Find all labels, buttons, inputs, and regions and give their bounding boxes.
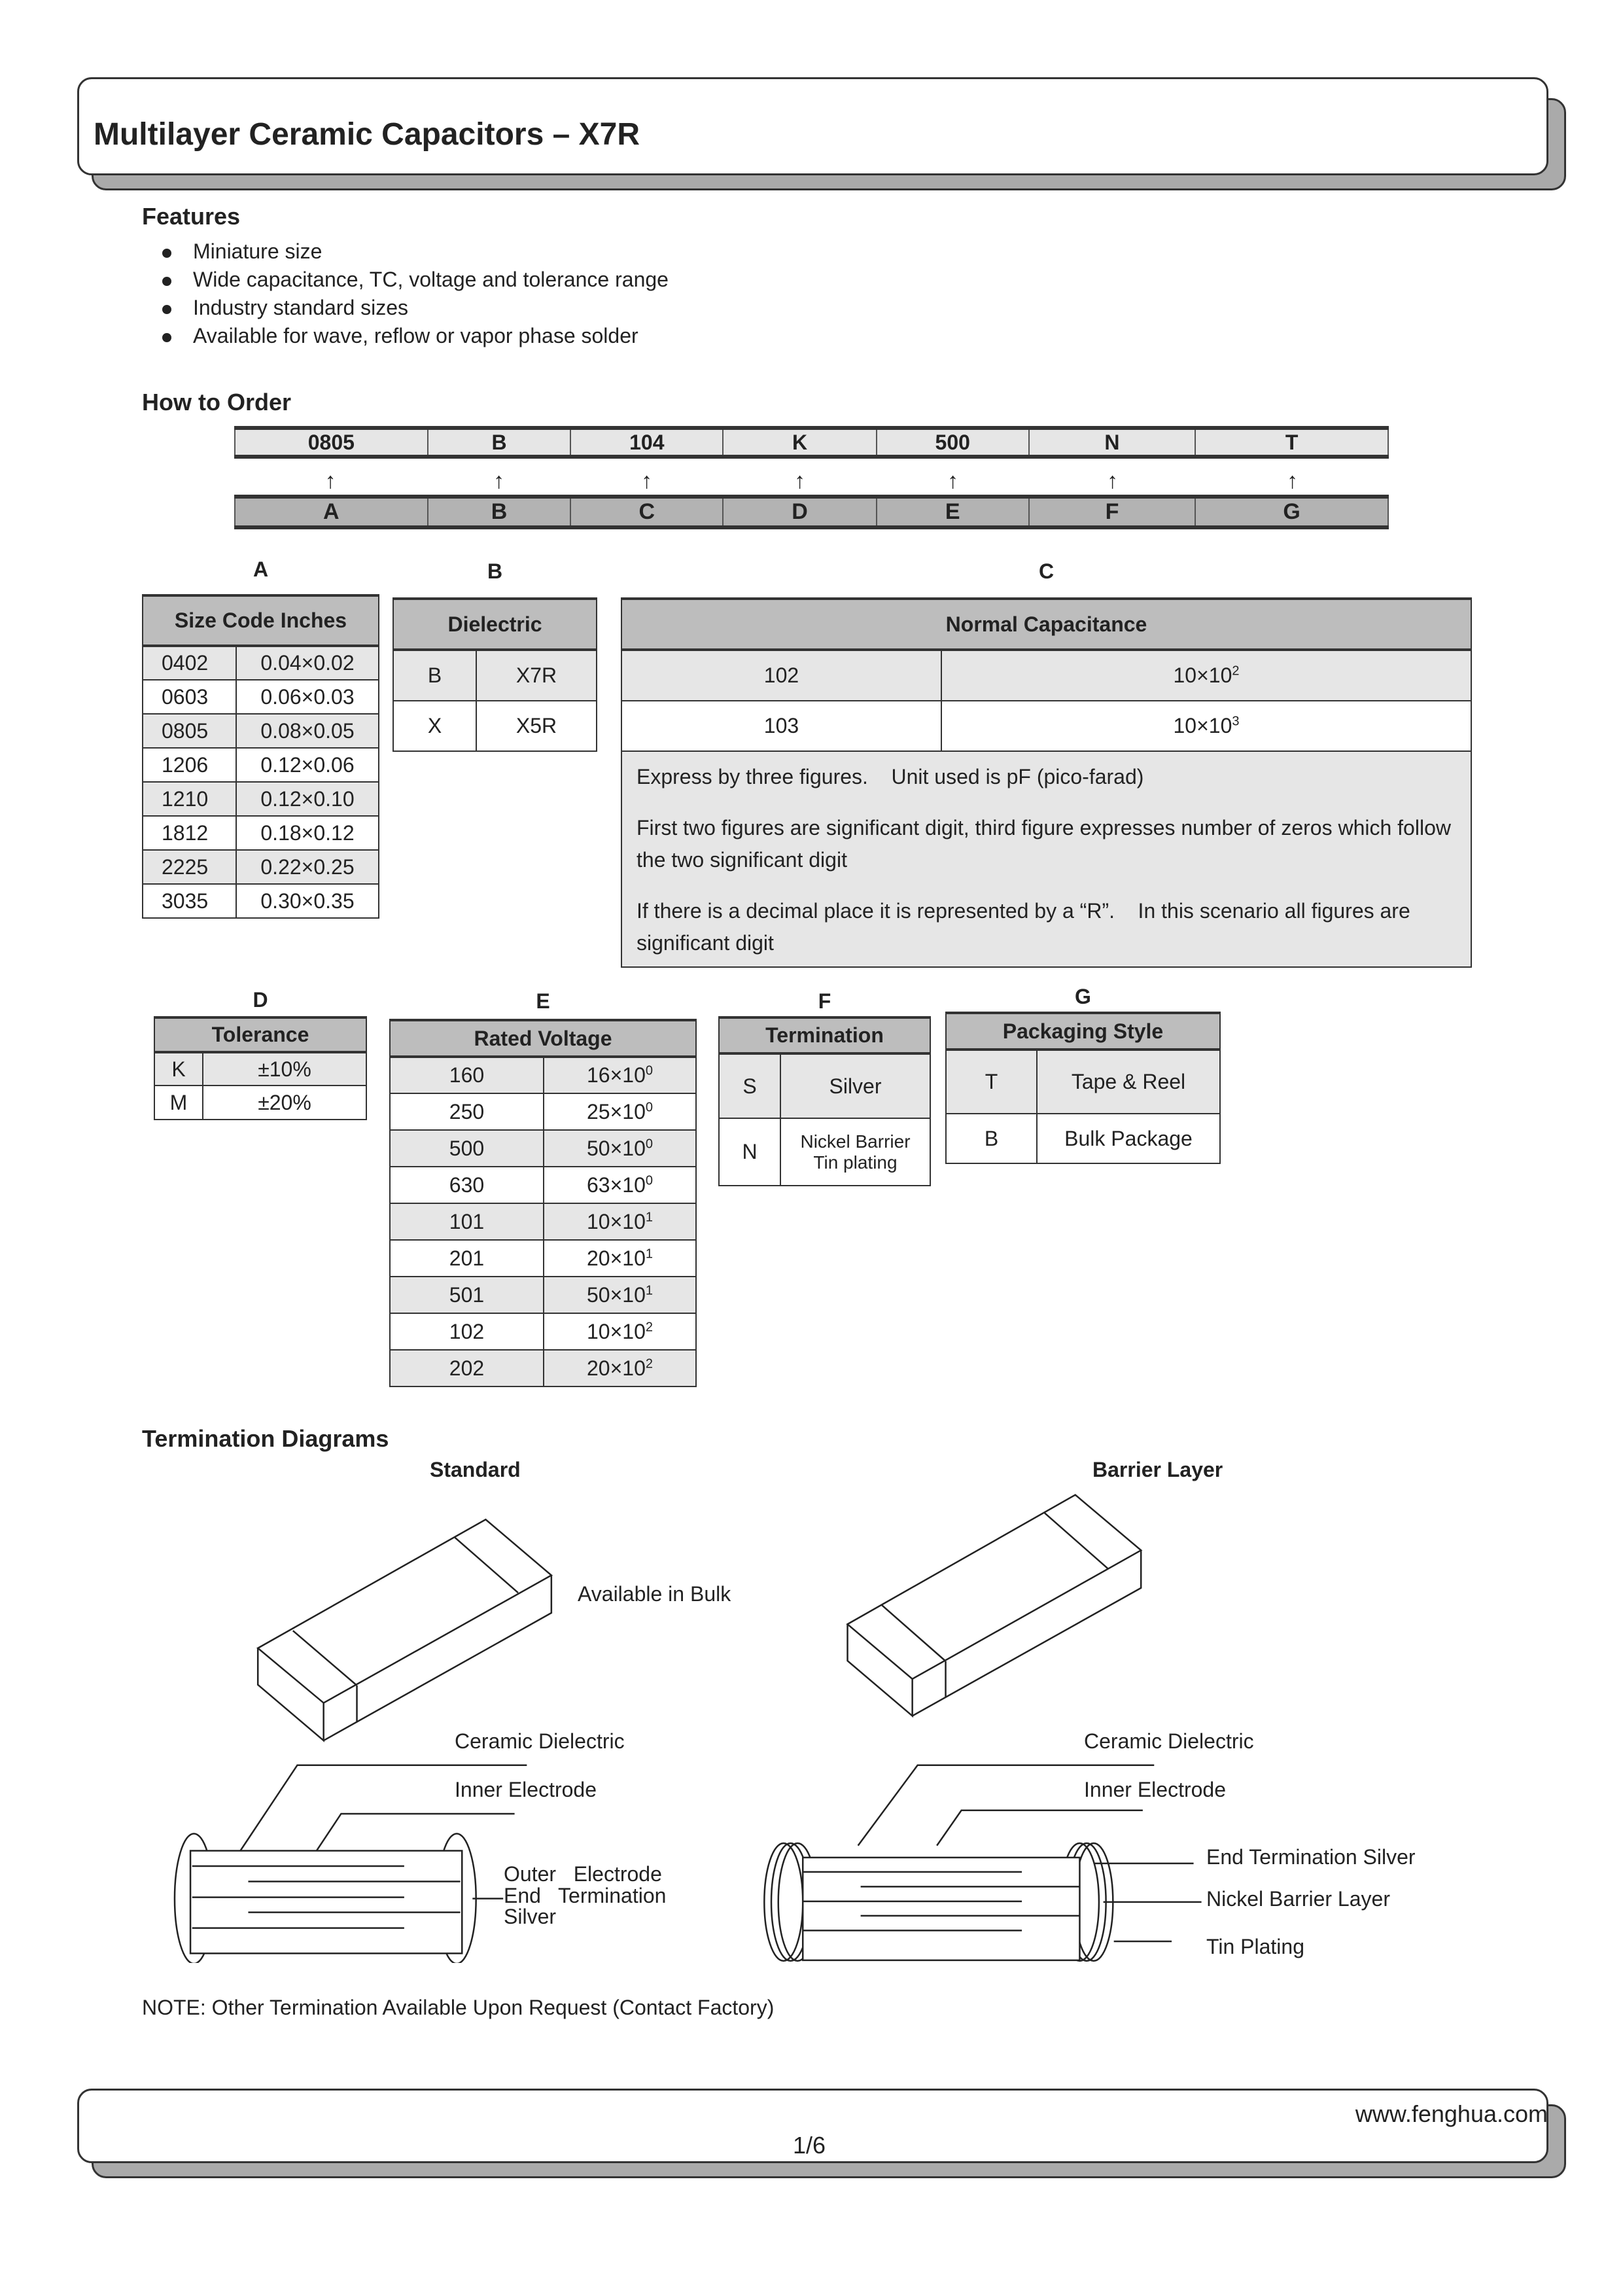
value-exponent: 1: [645, 1246, 653, 1261]
cell-value: [236, 748, 379, 782]
order-letter: C: [570, 497, 723, 527]
feature-text: Industry standard sizes: [193, 296, 409, 319]
order-code-row: [234, 426, 1389, 459]
cell-value: [544, 1203, 696, 1240]
table-b-label: B: [487, 559, 503, 583]
cell-code: 0805: [143, 714, 236, 748]
outer-electrode-label: Outer Electrode: [504, 1862, 662, 1886]
cell-code: 1206: [143, 748, 236, 782]
table-row: [143, 748, 379, 782]
value-exponent: 3: [1232, 714, 1240, 729]
table-a-label: A: [253, 557, 269, 581]
value-base: 25×10: [587, 1099, 646, 1123]
cell-value: [544, 1350, 696, 1386]
nickel-barrier-layer-label: Nickel Barrier Layer: [1206, 1887, 1390, 1911]
cell-value: [236, 816, 379, 850]
value-exponent: 0: [645, 1136, 653, 1151]
value-base: 10×10: [1173, 714, 1232, 737]
cell-code: K: [154, 1052, 203, 1086]
order-code: 500: [877, 428, 1029, 457]
cell-value: [544, 1240, 696, 1277]
value-exponent: 0: [645, 1099, 653, 1114]
table-row: [390, 1203, 696, 1240]
order-code: 0805: [235, 428, 428, 457]
value-base: 10×10: [1173, 663, 1232, 687]
table-row: [154, 1086, 366, 1120]
feature-item: [162, 296, 408, 320]
cell-value: [544, 1057, 696, 1093]
table-row: [143, 884, 379, 918]
table-header: Termination: [719, 1017, 930, 1053]
table-f-label: F: [818, 989, 831, 1013]
cell-value: [236, 850, 379, 884]
value-base: 10×10: [587, 1209, 646, 1233]
cell-code: S: [719, 1053, 780, 1118]
feature-text: Miniature size: [193, 239, 323, 263]
cell-text: 0.30×0.35: [260, 889, 355, 913]
cell-text: Bulk Package: [1064, 1126, 1193, 1150]
note-paragraph: If there is a decimal place it is represented by a “R”. In this scenario all figures are significant digit: [637, 898, 1416, 955]
table-d-label: D: [253, 988, 268, 1012]
cell-text: 0.12×0.10: [260, 786, 355, 811]
note-paragraph: Express by three figures. Unit used is pF (pico-farad): [637, 765, 1144, 788]
standard-label: Standard: [430, 1458, 521, 1481]
cell-code: B: [946, 1114, 1037, 1163]
features-heading: Features: [142, 203, 241, 230]
silver-label: Silver: [504, 1905, 557, 1928]
how-to-order-heading: How to Order: [142, 389, 292, 415]
cell-text: Nickel Barrier: [800, 1131, 911, 1152]
termination-note: NOTE: Other Termination Available Upon Request (Contact Factory): [142, 1996, 775, 2019]
order-code: 104: [570, 428, 723, 457]
table-g-label: G: [1075, 985, 1091, 1008]
order-code: T: [1195, 428, 1388, 457]
value-base: 16×10: [587, 1063, 646, 1087]
table-g: [945, 1012, 1221, 1164]
table-row: [390, 1130, 696, 1167]
cell-text: Tin plating: [813, 1152, 898, 1173]
value-base: 10×10: [587, 1319, 646, 1343]
table-header: Packaging Style: [946, 1013, 1220, 1050]
cell-code: 630: [390, 1167, 544, 1203]
cell-value: [544, 1277, 696, 1313]
cell-code: 103: [621, 701, 941, 751]
table-header: Dielectric: [393, 599, 597, 650]
cell-value: [203, 1052, 366, 1086]
capacitance-notes: [621, 751, 1471, 967]
cell-value: [1037, 1114, 1220, 1163]
order-letter: F: [1029, 497, 1196, 527]
order-letter-row: [234, 495, 1389, 529]
table-row: [719, 1053, 930, 1118]
available-in-bulk-label: Available in Bulk: [578, 1582, 731, 1606]
cell-value: [941, 701, 1471, 751]
table-row: [390, 1277, 696, 1313]
feature-text: Wide capacitance, TC, voltage and tolerance range: [193, 268, 669, 291]
cell-code: X: [393, 701, 476, 751]
cell-code: 0603: [143, 680, 236, 714]
cell-code: 250: [390, 1093, 544, 1130]
cell-text: ±20%: [258, 1090, 311, 1114]
table-row: [946, 1050, 1220, 1114]
table-e: [389, 1019, 697, 1387]
up-arrow-icon: ↑: [1287, 468, 1298, 493]
cell-value: [780, 1118, 930, 1186]
cell-code: 0402: [143, 646, 236, 680]
value-exponent: 0: [645, 1173, 653, 1188]
table-row: [143, 680, 379, 714]
table-row: [621, 650, 1471, 701]
up-arrow-icon: ↑: [794, 468, 805, 493]
feature-item: [162, 239, 322, 264]
cell-value: [203, 1086, 366, 1120]
order-code: B: [428, 428, 571, 457]
cell-value: [476, 650, 597, 701]
cell-value: [544, 1130, 696, 1167]
feature-item: [162, 268, 669, 292]
up-arrow-icon: ↑: [1107, 468, 1118, 493]
table-row: [719, 1118, 930, 1186]
value-base: 63×10: [587, 1173, 646, 1197]
cell-text: ±10%: [258, 1057, 311, 1081]
cell-code: 3035: [143, 884, 236, 918]
table-header: Tolerance: [154, 1017, 366, 1052]
cell-value: [476, 701, 597, 751]
table-c-label: C: [1038, 559, 1055, 583]
cell-text: 0.06×0.03: [260, 684, 355, 709]
table-row: [390, 1167, 696, 1203]
cell-text: 0.12×0.06: [260, 752, 355, 777]
cell-code: 201: [390, 1240, 544, 1277]
cell-text: 0.08×0.05: [260, 718, 355, 743]
table-row: [946, 1114, 1220, 1163]
table-row: [143, 850, 379, 884]
up-arrow-icon: ↑: [641, 468, 652, 493]
cell-code: B: [393, 650, 476, 701]
cell-value: [544, 1167, 696, 1203]
cell-text: X7R: [515, 663, 557, 687]
value-exponent: 0: [645, 1063, 653, 1078]
table-b: [393, 597, 597, 752]
table-row: [621, 701, 1471, 751]
feature-item: [162, 324, 638, 348]
value-base: 50×10: [587, 1282, 646, 1307]
table-row: [390, 1093, 696, 1130]
barrier-chip-drawing: [848, 1495, 1142, 1716]
termination-diagrams: [131, 1426, 1505, 1963]
cell-code: M: [154, 1086, 203, 1120]
cell-value: [236, 646, 379, 680]
table-d: [154, 1016, 367, 1120]
order-letter: A: [235, 497, 428, 527]
table-header: Size Code Inches: [143, 595, 379, 646]
table-row: [390, 1313, 696, 1350]
cell-text: 0.04×0.02: [260, 651, 355, 675]
order-letter: E: [877, 497, 1029, 527]
cell-value: [236, 884, 379, 918]
cell-code: N: [719, 1118, 780, 1186]
cell-code: 1812: [143, 816, 236, 850]
value-base: 50×10: [587, 1136, 646, 1160]
tin-plating-label: Tin Plating: [1206, 1935, 1304, 1958]
cell-value: [236, 680, 379, 714]
order-code: N: [1029, 428, 1196, 457]
table-row: [390, 1057, 696, 1093]
up-arrow-icon: ↑: [493, 468, 504, 493]
cell-code: 501: [390, 1277, 544, 1313]
feature-text: Available for wave, reflow or vapor phase solder: [193, 324, 638, 347]
value-base: 20×10: [587, 1246, 646, 1270]
cell-value: [236, 714, 379, 748]
order-letter: B: [428, 497, 571, 527]
table-header: Normal Capacitance: [621, 599, 1471, 650]
cell-code: 1210: [143, 782, 236, 816]
table-f: [718, 1016, 931, 1186]
cell-code: 202: [390, 1350, 544, 1386]
inner-electrode-label-barrier: Inner Electrode: [1084, 1778, 1227, 1801]
cell-code: 500: [390, 1130, 544, 1167]
table-row: [143, 646, 379, 680]
value-base: 20×10: [587, 1356, 646, 1380]
end-termination-label: End Termination: [504, 1884, 667, 1907]
bullet-icon: [162, 333, 171, 342]
note-paragraph: First two figures are significant digit, third figure expresses number of zeros which follow the two significant digit: [637, 815, 1457, 872]
cell-code: 102: [390, 1313, 544, 1350]
bullet-icon: [162, 249, 171, 258]
table-e-label: E: [536, 989, 550, 1013]
cell-text: 0.22×0.25: [260, 855, 355, 879]
cell-value: [780, 1053, 930, 1118]
up-arrow-icon: ↑: [324, 468, 336, 493]
termination-diagrams-heading: Termination Diagrams: [142, 1425, 389, 1452]
page-number: 1/6: [793, 2132, 826, 2159]
cell-value: [1037, 1050, 1220, 1114]
cell-value: [544, 1093, 696, 1130]
cell-code: 160: [390, 1057, 544, 1093]
table-header: Rated Voltage: [390, 1020, 696, 1057]
ceramic-dielectric-label-barrier: Ceramic Dielectric: [1084, 1729, 1254, 1753]
table-row: [390, 1240, 696, 1277]
cell-code: 2225: [143, 850, 236, 884]
order-letter: G: [1195, 497, 1388, 527]
cell-text: X5R: [515, 714, 557, 737]
table-a: [142, 594, 379, 919]
order-letter: D: [723, 497, 877, 527]
page-title: Multilayer Ceramic Capacitors – X7R: [94, 117, 640, 152]
footer-url[interactable]: www.fenghua.com: [1355, 2100, 1548, 2127]
standard-chip-drawing: [258, 1519, 551, 1740]
table-row: [393, 701, 597, 751]
cell-code: T: [946, 1050, 1037, 1114]
bullet-icon: [162, 305, 171, 314]
value-exponent: 2: [645, 1356, 653, 1371]
value-exponent: 1: [645, 1209, 653, 1224]
table-row: [143, 816, 379, 850]
table-row: [143, 782, 379, 816]
table-row: [154, 1052, 366, 1086]
table-row: [393, 650, 597, 701]
up-arrow-icon: ↑: [947, 468, 958, 493]
value-exponent: 2: [645, 1319, 653, 1334]
order-code: K: [723, 428, 877, 457]
end-termination-silver-label: End Termination Silver: [1206, 1845, 1416, 1869]
value-exponent: 1: [645, 1282, 653, 1298]
cell-code: 101: [390, 1203, 544, 1240]
cell-value: [236, 782, 379, 816]
cell-value: [941, 650, 1471, 701]
cell-text: 0.18×0.12: [260, 821, 355, 845]
table-c: [621, 597, 1472, 968]
cell-code: 102: [621, 650, 941, 701]
barrier-layer-label: Barrier Layer: [1092, 1458, 1223, 1481]
table-row: [143, 714, 379, 748]
inner-electrode-label: Inner Electrode: [455, 1778, 597, 1801]
cell-text: Silver: [829, 1074, 882, 1098]
cell-value: [544, 1313, 696, 1350]
cell-text: Tape & Reel: [1071, 1070, 1186, 1093]
table-row: [390, 1350, 696, 1386]
value-exponent: 2: [1232, 663, 1240, 679]
bullet-icon: [162, 277, 171, 286]
ceramic-dielectric-label: Ceramic Dielectric: [455, 1729, 625, 1753]
